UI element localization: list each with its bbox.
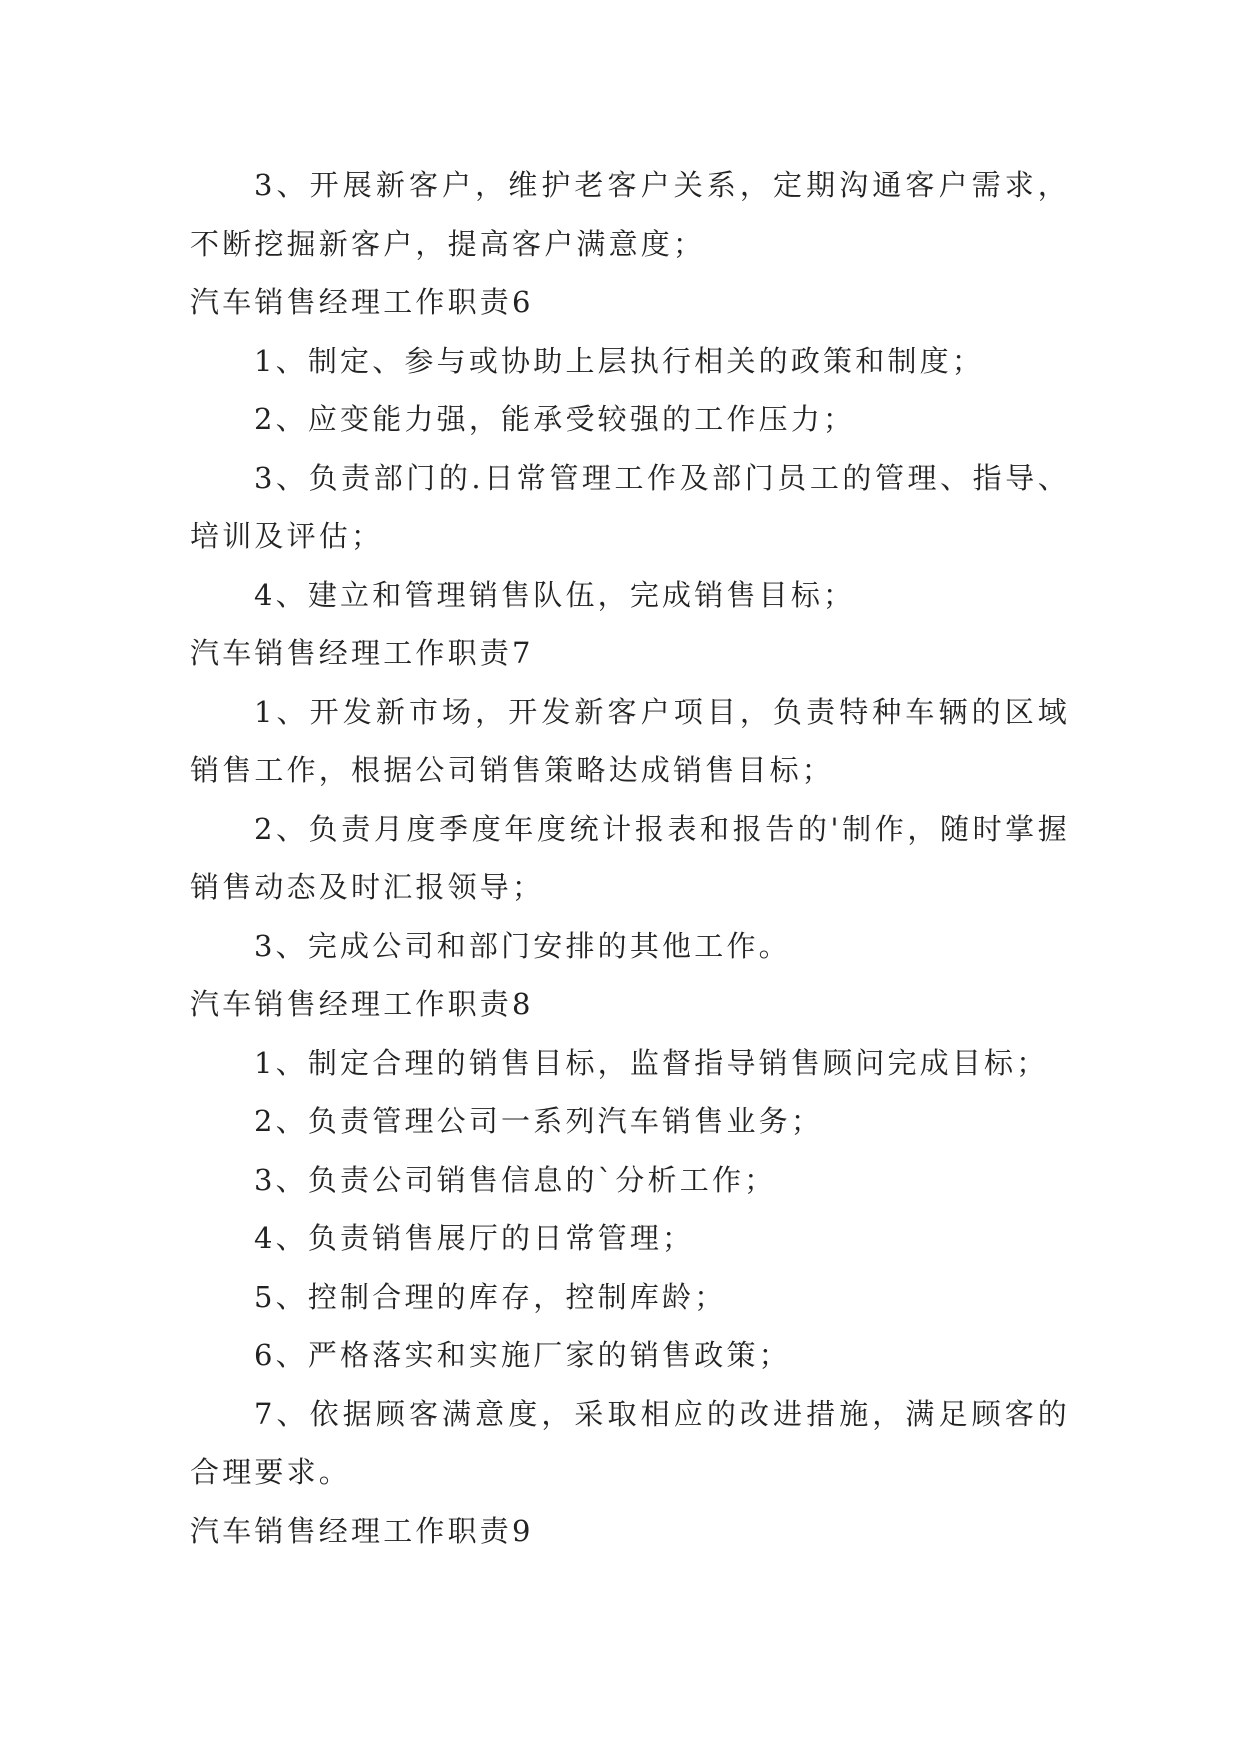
paragraph: 6、严格落实和实施厂家的销售政策； [254, 1338, 791, 1372]
section-heading: 汽车销售经理工作职责9 [190, 1513, 534, 1548]
paragraph: 2、应变能力强，能承受较强的工作压力； [254, 402, 856, 436]
paragraph: 4、负责销售展厅的日常管理； [254, 1221, 695, 1255]
paragraph: 2、负责月度季度年度统计报表和报告的'制作，随时掌握销售动态及时汇报领导； [190, 811, 1070, 904]
paragraph: 3、完成公司和部门安排的其他工作。 [254, 928, 791, 963]
section-heading: 汽车销售经理工作职责6 [190, 285, 534, 319]
section-heading: 汽车销售经理工作职责7 [190, 636, 534, 670]
paragraph: 3、开展新客户，维护老客户关系，定期沟通客户需求，不断挖掘新客户，提高客户满意度； [190, 168, 1070, 261]
paragraph: 4、建立和管理销售队伍，完成销售目标； [254, 577, 856, 612]
paragraph: 1、开发新市场，开发新客户项目，负责特种车辆的区域销售工作，根据公司销售策略达成销售目标； [190, 694, 1070, 787]
paragraph: 5、控制合理的库存，控制库龄； [254, 1279, 727, 1314]
paragraph: 1、制定合理的销售目标，监督指导销售顾问完成目标； [254, 1045, 1049, 1080]
paragraph: 7、依据顾客满意度，采取相应的改进措施，满足顾客的合理要求。 [190, 1396, 1070, 1489]
document-body [190, 156, 1070, 1560]
paragraph: 3、负责部门的.日常管理工作及部门员工的管理、指导、培训及评估； [190, 460, 1070, 553]
paragraph: 2、负责管理公司一系列汽车销售业务； [254, 1104, 824, 1138]
paragraph: 1、制定、参与或协助上层执行相关的政策和制度； [254, 343, 985, 378]
paragraph: 3、负责公司销售信息的`分析工作； [254, 1162, 777, 1197]
section-heading: 汽车销售经理工作职责8 [190, 987, 534, 1021]
